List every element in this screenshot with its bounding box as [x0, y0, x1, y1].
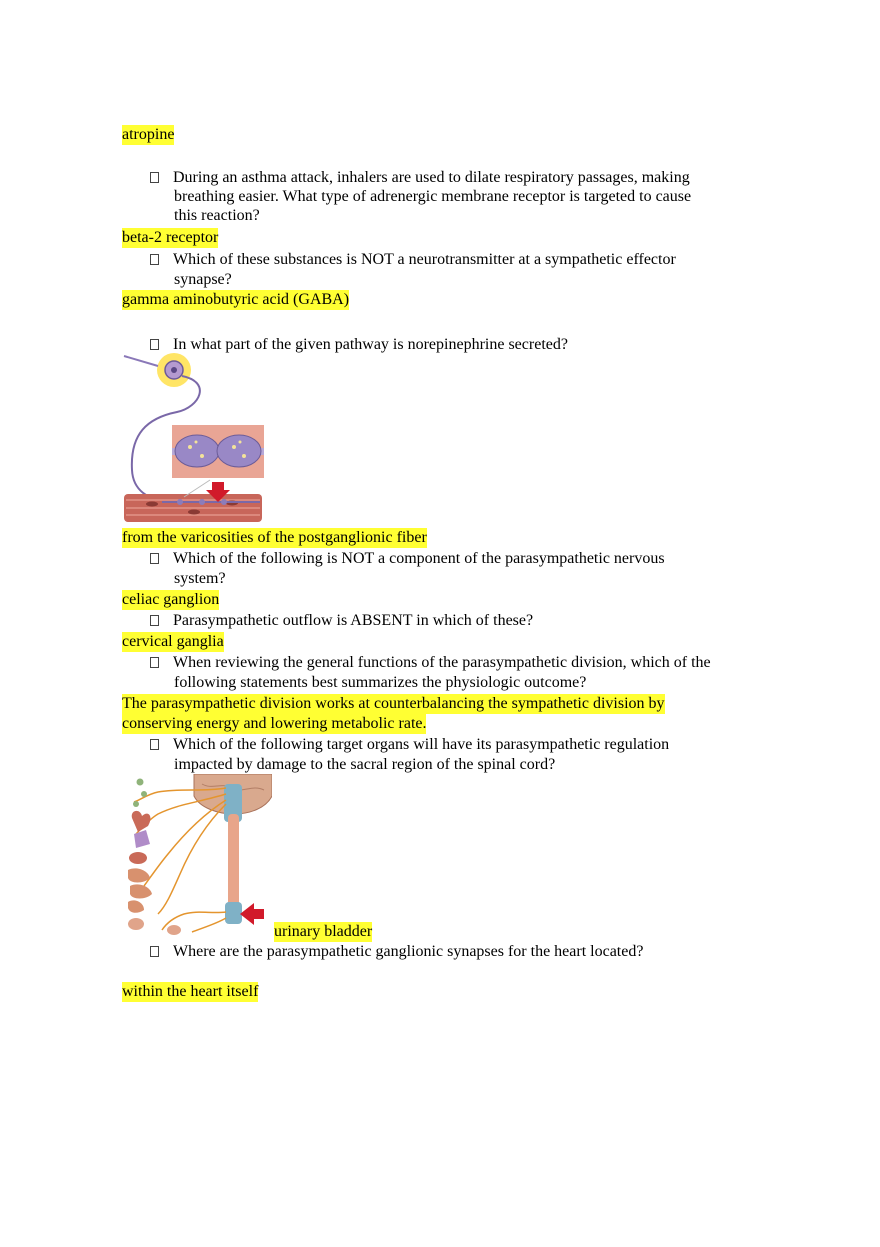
inset-varicosity-right — [217, 435, 261, 467]
varicosity — [199, 499, 205, 505]
dendrite — [124, 356, 158, 366]
gland — [141, 791, 147, 797]
intestine-icon — [128, 868, 150, 882]
muscle-nucleus — [146, 502, 158, 507]
answer-within-heart: within the heart itself — [122, 983, 259, 1000]
question-6: When reviewing the general functions of the parasympathetic division, which of the — [150, 653, 711, 673]
question-4-line-2: system? — [174, 570, 226, 587]
answer-varicosities: from the varicosities of the postganglionic fiber — [122, 529, 427, 546]
checkbox-icon — [150, 553, 159, 564]
answer-beta-2: beta-2 receptor — [122, 229, 219, 246]
nucleus — [171, 367, 177, 373]
vagus-nerve — [158, 804, 226, 914]
answer-counterbalancing-line-1: The parasympathetic division works at counterbalancing the sympathetic division by — [122, 695, 665, 712]
checkbox-icon — [150, 615, 159, 626]
vesicle — [242, 454, 246, 458]
parasympathetic-pathway-illustration — [122, 774, 272, 939]
question-3: In what part of the given pathway is norepinephrine secreted? — [150, 335, 568, 355]
answer-cervical: cervical ganglia — [122, 633, 224, 650]
question-2: Which of these substances is NOT a neurotransmitter at a sympathetic effector — [150, 250, 676, 270]
checkbox-icon — [150, 254, 159, 265]
checkbox-icon — [150, 946, 159, 957]
checkbox-icon — [150, 172, 159, 183]
answer-celiac: celiac ganglion — [122, 591, 220, 608]
question-1-line-3: this reaction? — [174, 207, 260, 224]
eye — [137, 779, 144, 786]
question-7-line-2: impacted by damage to the sacral region of the spinal cord? — [174, 756, 556, 773]
heart-icon — [132, 811, 151, 832]
varicosity — [221, 499, 227, 505]
stomach-icon — [129, 852, 147, 864]
sacral-region — [225, 902, 242, 924]
muscle-nucleus — [188, 510, 200, 515]
question-1: During an asthma attack, inhalers are used to dilate respiratory passages, making — [150, 168, 690, 188]
question-5: Parasympathetic outflow is ABSENT in which of these? — [150, 611, 533, 631]
answer-counterbalancing-line-2: conserving energy and lowering metabolic rate. — [122, 715, 427, 732]
checkbox-icon — [150, 657, 159, 668]
colon-icon — [128, 900, 144, 912]
answer-gaba: gamma aminobutyric acid (GABA) — [122, 291, 350, 308]
question-6-line-2: following statements best summarizes the physiologic outcome? — [174, 674, 587, 691]
question-8: Where are the parasympathetic ganglionic synapses for the heart located? — [150, 942, 643, 962]
checkbox-icon — [150, 739, 159, 750]
inset-varicosity-left — [175, 435, 219, 467]
neuron-varicosity-illustration — [122, 352, 267, 524]
pelvic-nerve — [192, 918, 226, 932]
answer-urinary-bladder: urinary bladder — [274, 923, 373, 940]
vesicle — [195, 441, 198, 444]
answer-atropine: atropine — [122, 126, 175, 143]
vesicle — [188, 445, 192, 449]
question-7: Which of the following target organs will have its parasympathetic regulation — [150, 735, 669, 755]
reproductive-organ-icon — [167, 925, 181, 935]
vesicle — [239, 441, 242, 444]
question-1-line-2: breathing easier. What type of adrenergic membrane receptor is targeted to cause — [174, 188, 692, 205]
varicosity — [177, 499, 183, 505]
checkbox-icon — [150, 339, 159, 350]
vagus-nerve — [144, 800, 226, 886]
question-4: Which of the following is NOT a component of the parasympathetic nervous — [150, 549, 665, 569]
question-2-line-2: synapse? — [174, 271, 232, 288]
gland — [133, 801, 139, 807]
vesicle — [200, 454, 204, 458]
bladder-icon — [128, 918, 144, 930]
red-arrow-icon — [240, 903, 264, 925]
vesicle — [232, 445, 236, 449]
intestine-icon — [130, 884, 152, 898]
